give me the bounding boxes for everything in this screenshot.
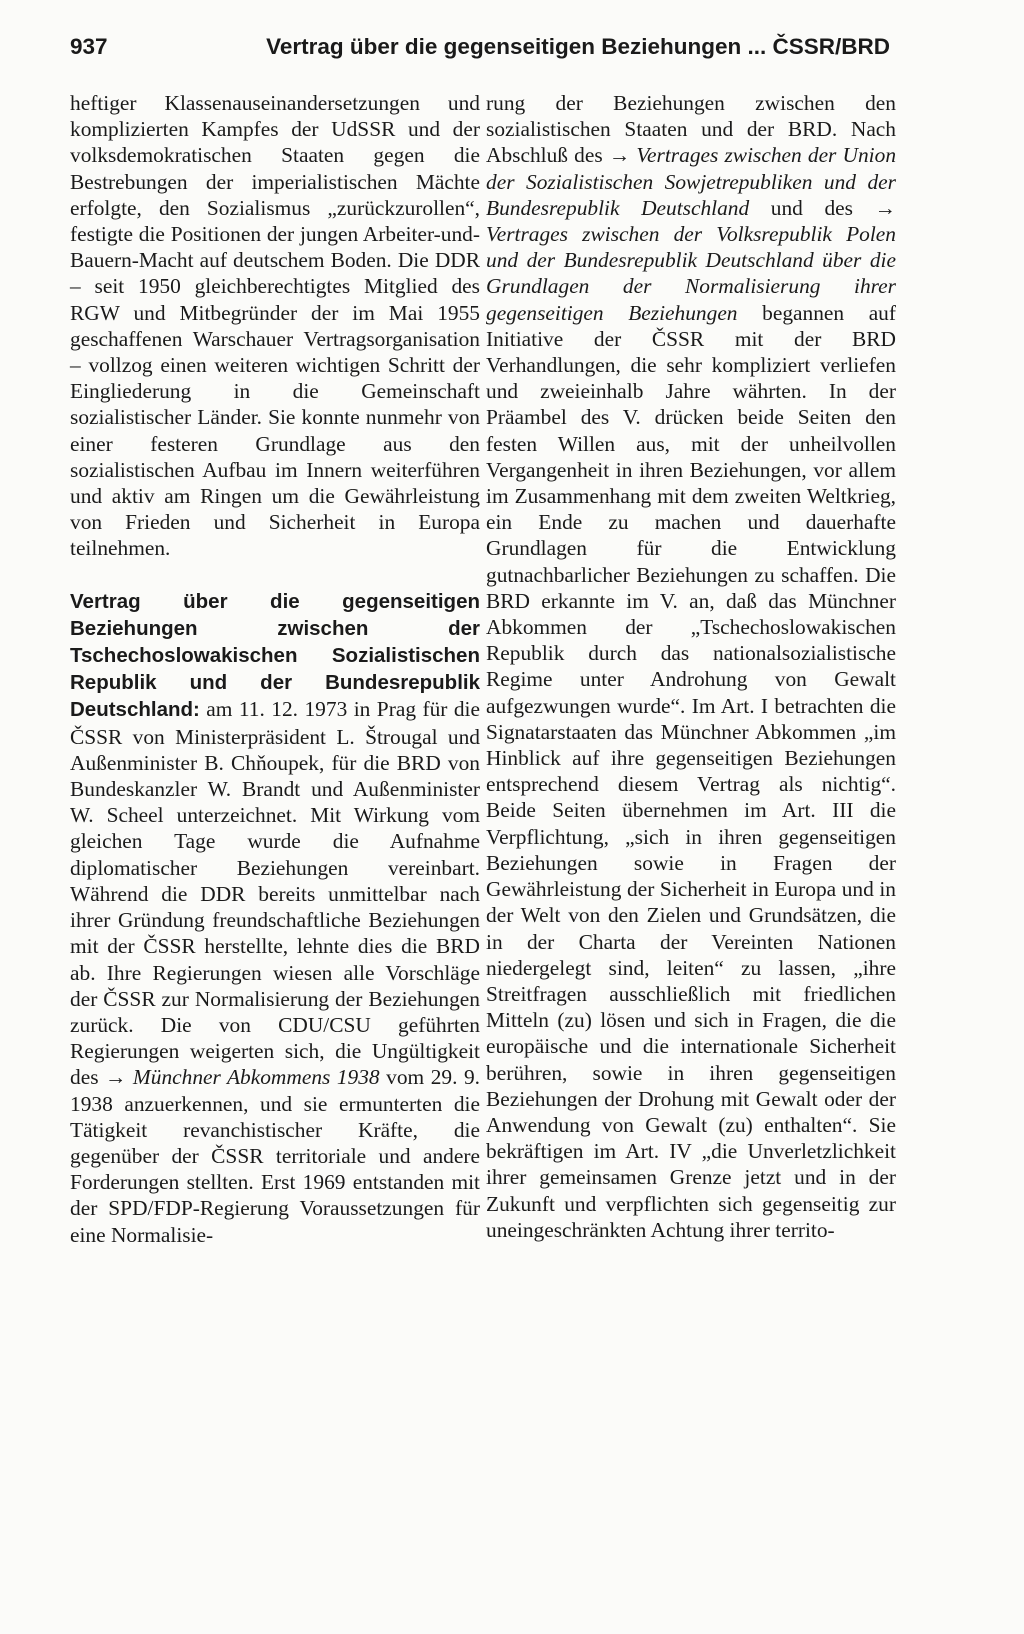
entry-paragraph — [70, 588, 480, 1248]
cross-reference-link[interactable]: → Vertrages zwischen der Volksrepublik Polen und der Bundesrepublik Deutschland über die Grundlagen der Normalisierung ihrer gegenseitigen Beziehungen — [486, 195, 896, 325]
entry-title: Vertrag über die gegenseitigen Beziehungen zwischen der Tschechoslowakischen Sozialistischen Republik und der Bundesrepublik Deutschland: — [70, 589, 480, 722]
right-column — [486, 90, 896, 1243]
cross-reference-link[interactable]: → Münchner Abkommens 1938 — [105, 1065, 380, 1090]
continuation-text-1: rung der Beziehungen zwischen den sozialistischen Staaten und der BRD. Nach Abschluß des — [486, 91, 896, 168]
intro-paragraph: heftiger Klassenauseinandersetzungen und komplizierten Kampfes der UdSSR und der volksdemokratischen Staaten gegen die Bestrebungen der imperialistischen Mächte erfolgte, den Sozialismus „zurückzurollen“, festigte die Positionen der jungen Arbeiter-und-Bauern-Macht auf deutschem Boden. Die DDR – seit 1950 gleichberechtigtes Mitglied des RGW und Mitbegründer der im Mai 1955 geschaffenen Warschauer Vertragsorganisation – vollzog einen weiteren wichtigen Schritt der Eingliederung in die Gemeinschaft sozialistischer Länder. Sie konnte nunmehr von einer festeren Grundlage aus den sozialistischen Aufbau im Innern weiterführen und aktiv am Ringen um die Gewährleistung von Frieden und Sicherheit in Europa teilnehmen. — [70, 91, 480, 561]
page-number: 937 — [70, 34, 108, 59]
entry-text-2: vom 29. 9. 1938 anzuerkennen, und sie ermunterten die Tätigkeit revanchistischer Kräfte, die gegenüber der ČSSR territoriale und andere Forderungen stellten. Erst 1969 entstanden mit der SPD/FDP-Regierung Voraussetzungen für eine Normalisie- — [70, 1065, 480, 1247]
running-head: Vertrag über die gegenseitigen Beziehungen ... ČSSR/BRD — [266, 34, 890, 59]
continuation-text-3: begannen auf Initiative der ČSSR mit der BRD Verhandlungen, die sehr kompliziert verliefen und zweieinhalb Jahre währten. In der Präambel des V. drücken beide Seiten den festen Willen aus, mit der unheilvollen Vergangenheit in ihren Beziehungen, vor allem im Zusammenhang mit dem zweiten Weltkrieg, ein Ende zu machen und dauerhafte Grundlagen für die Entwicklung gutnachbarlicher Beziehungen zu schaffen. Die BRD erkannte im V. an, daß das Münchner Abkommen der „Tschechoslowakischen Republik durch das nationalsozialistische Regime unter Androhung von Gewalt aufgezwungen wurde“. Im Art. I betrachten die Signatarstaaten das Münchner Abkommen „im Hinblick auf ihre gegenseitigen Beziehungen entsprechend diesem Vertrag als nichtig“. Beide Seiten übernehmen im Art. III die Verpflichtung, „sich in ihren gegenseitigen Beziehungen sowie in Fragen der Gewährleistung der Sicherheit in Europa und in der Welt von den Zielen und Grundsätzen, die in der Charta der Vereinten Nationen niedergelegt sind, leiten“ zu lassen, „ihre Streitfragen ausschließlich mit friedlichen Mitteln (zu) lösen und sich in Fragen, die die europäische und die internationale Sicherheit berühren, sowie in ihren gegenseitigen Beziehungen der Drohung mit Gewalt oder der Anwendung von Gewalt (zu) enthalten“. Sie bekräftigen im Art. IV „die Unverletzlichkeit ihrer gemeinsamen Grenze jetzt und in der Zukunft und verpflichten sich gegenseitig zur uneingeschränkten Achtung ihrer territo- — [486, 300, 897, 1242]
page-header — [70, 28, 890, 68]
cross-reference-link[interactable]: → Vertrages zwischen der Union der Sozialistischen Sowjetrepubliken und der Bundesrepublik Deutschland — [486, 143, 897, 220]
continuation-text-2: und des — [749, 195, 875, 220]
continuation-paragraph — [486, 90, 896, 1243]
entry-text-1: am 11. 12. 1973 in Prag für die ČSSR von Ministerpräsident L. Štrougal und Außenminister B. Chňoupek, für die BRD von Bundeskanzler W. Brandt und Außenminister W. Scheel unterzeichnet. Mit Wirkung vom gleichen Tage wurde die Aufnahme diplomatischer Beziehungen vereinbart. Während die DDR bereits unmittelbar nach ihrer Gründung freundschaftliche Beziehungen mit der ČSSR herstellte, lehnte dies die BRD ab. Ihre Regierungen wiesen alle Vorschläge der ČSSR zur Normalisierung der Beziehungen zurück. Die von CDU/CSU geführten Regierungen weigerten sich, die Ungültigkeit des — [70, 697, 480, 1090]
left-column — [70, 90, 480, 1248]
